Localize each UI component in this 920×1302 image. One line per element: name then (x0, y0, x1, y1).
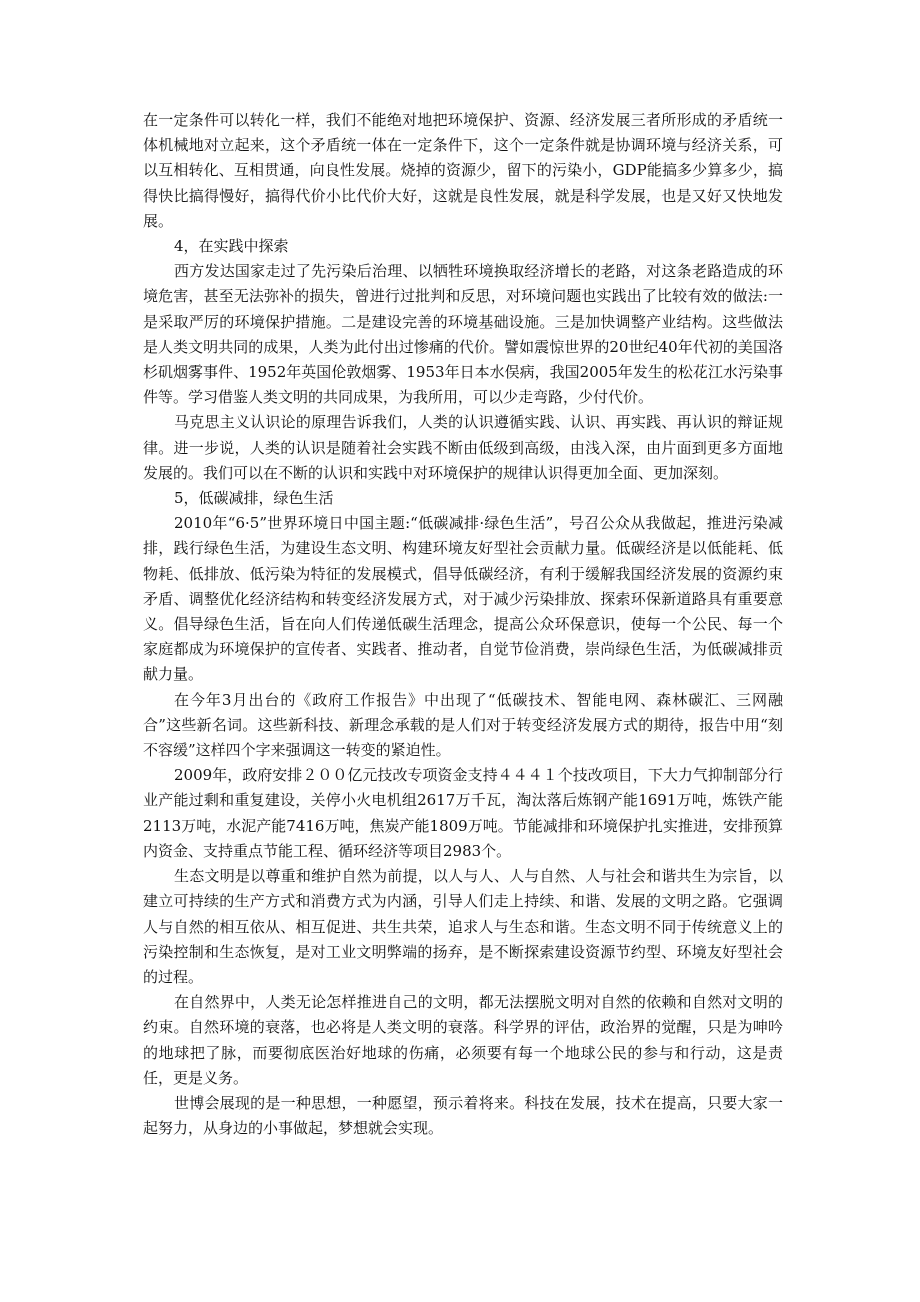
paragraph-continuation: 在一定条件可以转化一样，我们不能绝对地把环境保护、资源、经济发展三者所形成的矛盾统一体机械地对立起来，这个矛盾统一体在一定条件下，这个一定条件就是协调环境与经济关系，可以互相转化、互相贯通，向良性发展。烧掉的资源少，留下的污染小，GDP能搞多少算多少，搞得快比搞得慢好，搞得代价小比代价大好，这就是良性发展，就是科学发展，也是又好又快地发展。 (143, 111, 783, 230)
paragraph-government-report: 在今年3月出台的《政府工作报告》中出现了“低碳技术、智能电网、森林碳汇、三网融合”这些新名词。这些新科技、新理念承载的是人们对于转变经济发展方式的期待，报告中用“刻不容缓”这样四个字来强调这一转变的紧迫性。 (143, 690, 783, 760)
paragraph-nature-and-civilization: 在自然界中，人类无论怎样推进自己的文明，都无法摆脱文明对自然的依赖和自然对文明的约束。自然环境的衰落，也必将是人类文明的衰落。科学界的评估，政治界的觉醒，只是为呻吟的地球把了脉，而要彻底医治好地球的伤痛，必须要有每一个地球公民的参与和行动，这是责任，更是义务。 (143, 993, 783, 1087)
paragraph-western-experience: 西方发达国家走过了先污染后治理、以牺牲环境换取经济增长的老路，对这条老路造成的环境危害，甚至无法弥补的损失，曾进行过批判和反思，对环境问题也实践出了比较有效的做法:一是采取严厉的环境保护措施。二是建设完善的环境基础设施。三是加快调整产业结构。这些做法是人类文明共同的成果，人类为此付出过惨痛的代价。譬如震惊世界的20世纪40年代初的美国洛杉矶烟雾事件、1952年英国伦敦烟雾、1953年日本水俣病，我国2005年发生的松花江水污染事件等。学习借鉴人类文明的共同成果，为我所用，可以少走弯路，少付代价。 (143, 262, 783, 407)
paragraph-expo-conclusion: 世博会展现的是一种思想，一种愿望，预示着将来。科技在发展，技术在提高，只要大家一起努力，从身边的小事做起，梦想就会实现。 (143, 1093, 783, 1138)
paragraph-ecological-civilization: 生态文明是以尊重和维护自然为前提，以人与人、人与自然、人与社会和谐共生为宗旨，以建立可持续的生产方式和消费方式为内涵，引导人们走上持续、和谐、发展的文明之路。它强调人与自然的相互依从、相互促进、共生共荣，追求人与生态和谐。生态文明不同于传统意义上的污染控制和生态恢复，是对工业文明弊端的扬弃，是不断探索建设资源节约型、环境友好型社会的过程。 (143, 867, 783, 986)
section-heading-5: 5，低碳减排，绿色生活 (174, 489, 334, 508)
document-page (143, 108, 783, 1141)
paragraph-2009-statistics: 2009年，政府安排２００亿元技改专项资金支持４４４１个技改项目，下大力气抑制部分行业产能过剩和重复建设，关停小火电机组2617万千瓦，淘汰落后炼钢产能1691万吨，炼铁产能2113万吨，水泥产能7416万吨，焦炭产能1809万吨。节能减排和环境保护扎实推进，安排预算内资金、支持重点节能工程、循环经济等项目2983个。 (143, 766, 783, 860)
paragraph-marxist-epistemology: 马克思主义认识论的原理告诉我们，人类的认识遵循实践、认识、再实践、再认识的辩证规律。进一步说，人类的认识是随着社会实践不断由低级到高级，由浅入深，由片面到更多方面地发展的。我们可以在不断的认识和实践中对环境保护的规律认识得更加全面、更加深刻。 (143, 413, 783, 482)
paragraph-environment-day: 2010年“6·5”世界环境日中国主题:“低碳减排·绿色生活”，号召公众从我做起，推进污染减排，践行绿色生活，为建设生态文明、构建环境友好型社会贡献力量。低碳经济是以低能耗、低物耗、低排放、低污染为特征的发展模式，倡导低碳经济，有利于缓解我国经济发展的资源约束矛盾、调整优化经济结构和转变经济发展方式，对于减少污染排放、探索环保新道路具有重要意义。倡导绿色生活，旨在向人们传递低碳生活理念，提高公众环保意识，使每一个公民、每一个家庭都成为环境保护的宣传者、实践者、推动者，自觉节俭消费，崇尚绿色生活，为低碳减排贡献力量。 (143, 514, 783, 684)
section-heading-4: 4，在实践中探索 (174, 237, 289, 256)
